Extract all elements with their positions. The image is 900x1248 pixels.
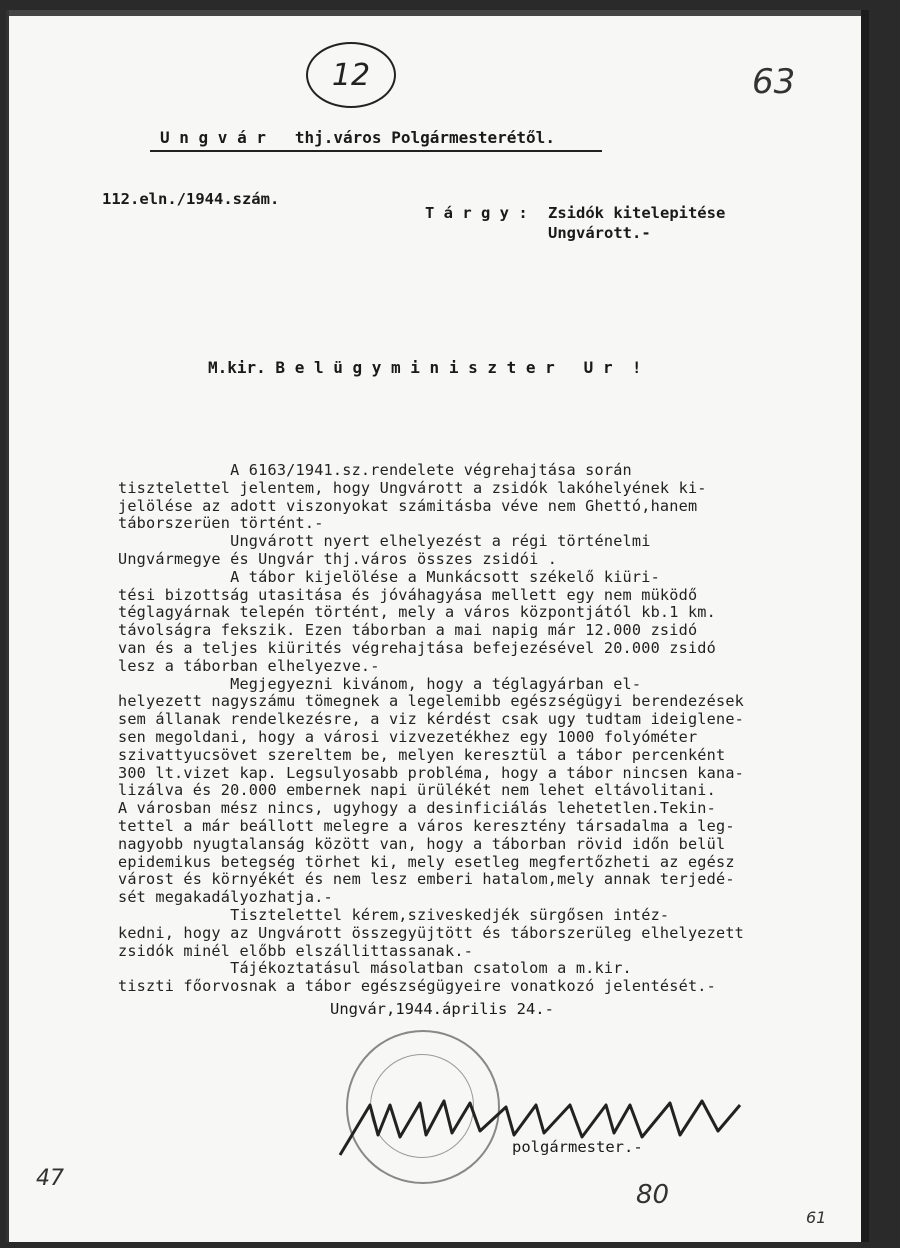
office-heading-underline [150, 150, 602, 152]
body-line: A tábor kijelölése a Munkácsott székelő kiüri- [118, 567, 660, 586]
body-line: 300 lt.vizet kap. Legsulyosabb probléma, hogy a tábor nincsen kana- [118, 763, 745, 782]
body-line: sét megakadályozhatja.- [118, 888, 333, 907]
circled-number-text: 12 [331, 57, 371, 93]
body-line: tési bizottság utasitása és jóváhagyása mellett egy nem müködő [118, 585, 698, 604]
scan-top-edge [9, 10, 865, 16]
body-line: tiszti főorvosnak a tábor egészségügyeire vonatkozó jelentését.- [118, 977, 716, 996]
bottom-center-number: 80 [636, 1180, 670, 1210]
bottom-right-number: 61 [806, 1208, 827, 1227]
body-line: tisztelettel jelentem, hogy Ungvárott a zsidók lakóhelyének ki- [118, 478, 707, 497]
date-line: Ungvár,1944.április 24.- [330, 1000, 554, 1018]
circled-page-number [306, 42, 396, 108]
body-line: lizálva és 20.000 embernek napi ürülékét nem lehet eltávolitani. [118, 781, 716, 800]
office-heading: U n g v á r thj.város Polgármesterétől. [160, 128, 555, 147]
body-line: Tájékoztatásul másolatban csatolom a m.kir. [118, 959, 632, 978]
body-line: téglagyárnak telepén történt, mely a város központjától kb.1 km. [118, 603, 716, 622]
subject-line-1: Zsidók kitelepitése [548, 204, 726, 222]
body-line: zsidók minél előbb elszállittassanak.- [118, 941, 474, 960]
body-line: Tisztelettel kérem,sziveskedjék sürgősen intéz- [118, 905, 670, 924]
signature-title: polgármester.- [512, 1138, 643, 1156]
body-line: sem állanak rendelkezésre, a viz kérdést csak ugy tudtam ideiglene- [118, 710, 745, 729]
body-line: jelölése az adott viszonyokat számitásba véve nem Ghettó,hanem [118, 496, 698, 515]
subject-line-2: Ungvárott.- [548, 224, 651, 242]
body-line: nagyobb nyugtalanság között van, hogy a táborban rövid időn belül [118, 834, 726, 853]
body-line: epidemikus betegség törhet ki, mely esetleg megfertőzheti az egész [118, 852, 735, 871]
reference-number: 112.eln./1944.szám. [102, 190, 280, 208]
body-line: van és a teljes kiürités végrehajtása befejezésével 20.000 zsidó [118, 638, 716, 657]
letter-body [118, 462, 744, 996]
body-line: Ungvármegye és Ungvár thj.város összes zsidói . [118, 549, 558, 568]
body-line: táborszerüen történt.- [118, 514, 324, 533]
body-line: kedni, hogy az Ungvárott összegyüjtött és táborszerüleg elhelyezett [118, 923, 745, 942]
body-line: lesz a táborban elhelyezve.- [118, 656, 380, 675]
body-line: helyezett nagyszámu tömegnek a legelemibb egészségügyi berendezések [118, 692, 745, 711]
body-line: A 6163/1941.sz.rendelete végrehajtása során [118, 461, 632, 479]
scan-right-edge [861, 10, 869, 1242]
body-line: tettel a már beállott melegre a város keresztény társadalma a leg- [118, 816, 735, 835]
bottom-left-number: 47 [36, 1166, 64, 1191]
salutation: M.kir. B e l ü g y m i n i s z t e r U r ! [208, 358, 642, 377]
body-line: sen megoldani, hogy a városi vizvezetékhez egy 1000 folyóméter [118, 727, 698, 746]
body-line: Ungvárott nyert elhelyezést a régi történelmi [118, 532, 651, 551]
body-line: várost és környékét és nem lesz emberi hatalom,mely annak terjedé- [118, 870, 735, 889]
body-line: A városban mész nincs, ugyhogy a desinficiálás lehetetlen.Tekin- [118, 799, 716, 818]
subject-label: T á r g y : [425, 204, 528, 222]
body-line: szivattyucsövet szereltem be, melyen keresztül a tábor percenként [118, 745, 726, 764]
corner-page-number: 63 [752, 62, 796, 102]
body-line: Megjegyezni kivánom, hogy a téglagyárban el- [118, 674, 642, 693]
body-line: távolságra fekszik. Ezen táborban a mai napig már 12.000 zsidó [118, 621, 698, 640]
